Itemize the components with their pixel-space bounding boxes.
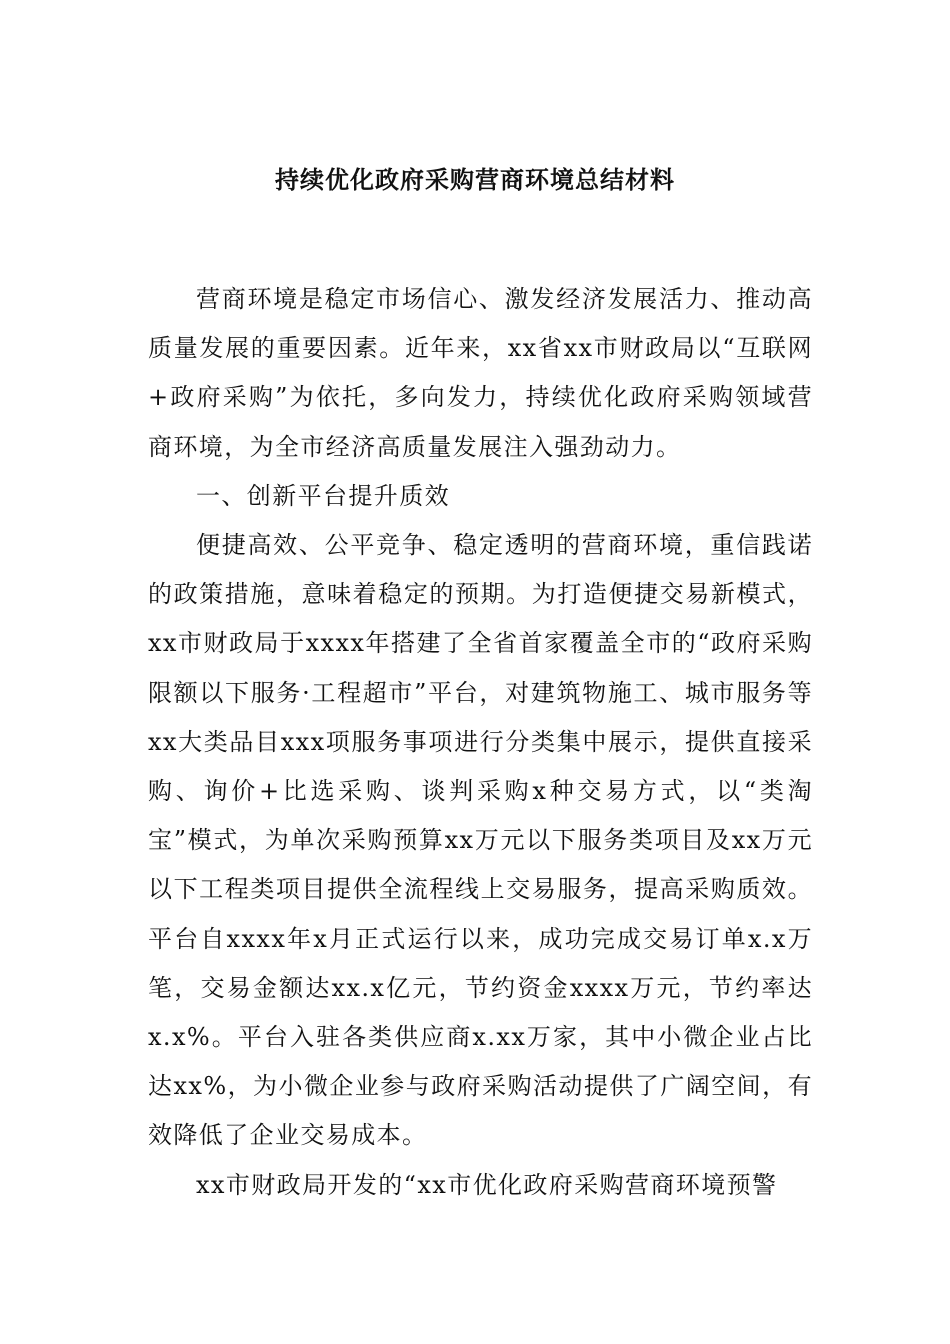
intro-paragraph: 营商环境是稳定市场信心、激发经济发展活力、推动高质量发展的重要因素。近年来，xx省xx市财政局以“互联网+政府采购”为依托，多向发力，持续优化政府采购领域营商环境，为全市经济高质量发展注入强劲动力。 [148,285,813,461]
document-title: 持续优化政府采购营商环境总结材料 [275,165,675,194]
document-body [148,275,813,1210]
body-paragraph-continued: xx市财政局开发的“xx市优化政府采购营商环境预警 [196,1170,778,1199]
body-paragraph: 便捷高效、公平竞争、稳定透明的营商环境，重信践诺的政策措施，意味着稳定的预期。为打造便捷交易新模式，xx市财政局于xxxx年搭建了全省首家覆盖全市的“政府采购限额以下服务·工程超市”平台，对建筑物施工、城市服务等xx大类品目xxx项服务事项进行分类集中展示，提供直接采购、询价+比选采购、谈判采购x种交易方式，以“类淘宝”模式，为单次采购预算xx万元以下服务类项目及xx万元以下工程类项目提供全流程线上交易服务，提高采购质效。平台自xxxx年x月正式运行以来，成功完成交易订单x.x万笔，交易金额达xx.x亿元，节约资金xxxx万元，节约率达x.x%。平台入驻各类供应商x.xx万家，其中小微企业占比达xx%，为小微企业参与政府采购活动提供了广阔空间，有效降低了企业交易成本。 [148,531,813,1150]
section-heading: 一、创新平台提升质效 [196,481,450,510]
